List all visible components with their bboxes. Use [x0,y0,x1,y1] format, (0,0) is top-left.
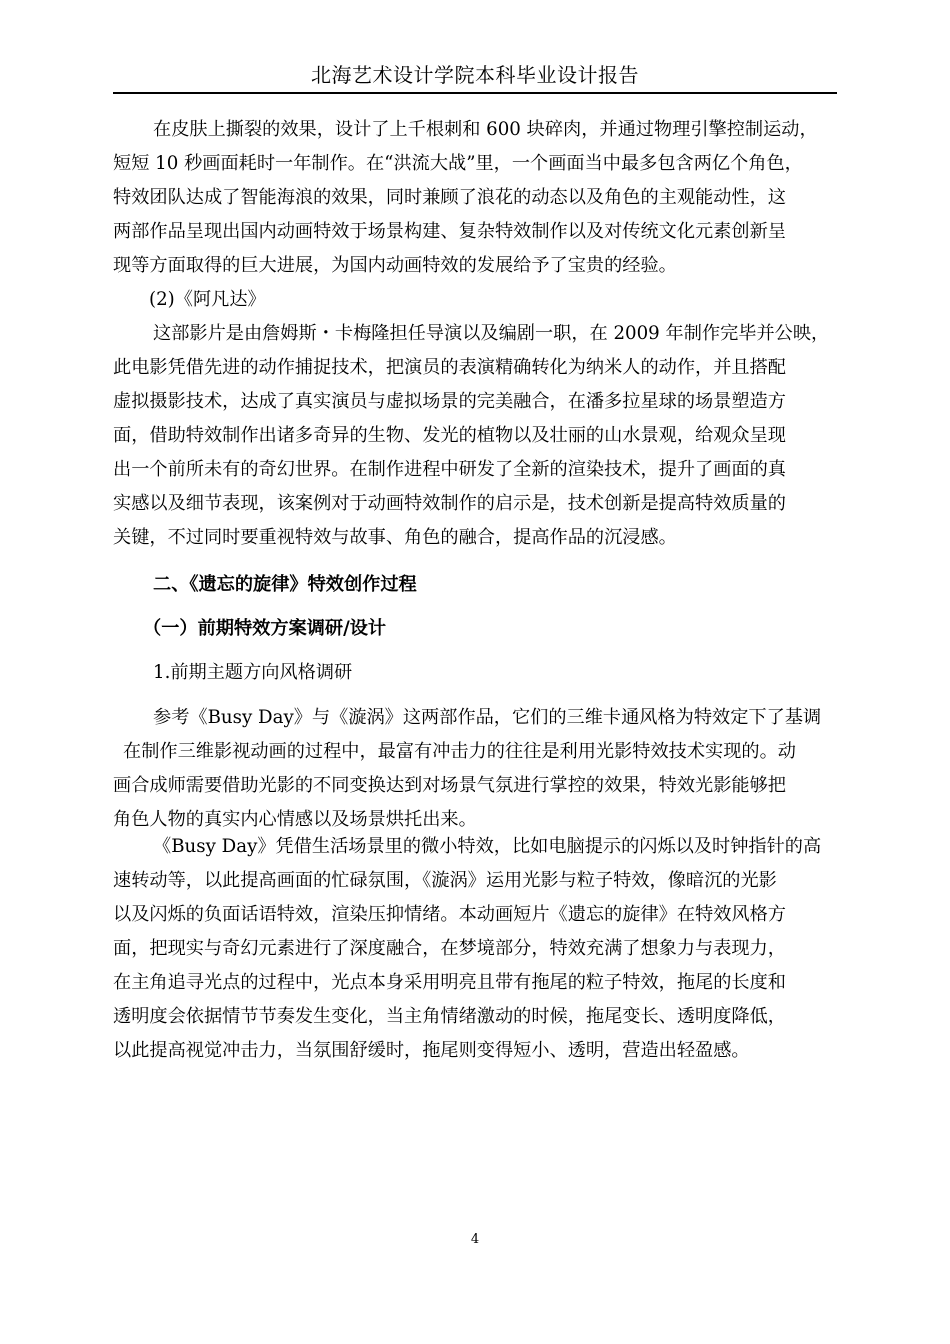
paragraph-line: 角色人物的真实内心情感以及场景烘托出来。 [113,809,477,830]
paragraph-line: 以及闪烁的负面话语特效，渲染压抑情绪。本动画短片《遗忘的旋律》在特效风格方 [113,904,786,925]
paragraph-line: 此电影凭借先进的动作捕捉技术，把演员的表演精确转化为纳米人的动作，并且搭配 [113,357,786,378]
section-heading: 二、《遗忘的旋律》特效创作过程 [153,574,417,595]
paragraph-line: 出一个前所未有的奇幻世界。在制作进程中研发了全新的渲染技术，提升了画面的真 [113,459,786,480]
paragraph-line: 虚拟摄影技术，达成了真实演员与虚拟场景的完美融合，在潘多拉星球的场景塑造方 [113,391,786,412]
list-item-label [113,283,837,317]
paragraph-style-research [113,701,837,837]
paragraph-line: 透明度会依据情节节奏发生变化，当主角情绪激动的时候，拖尾变长、透明度降低， [113,1006,786,1027]
paragraph-avatar [113,317,837,555]
paragraph-line: 面，借助特效制作出诸多奇异的生物、发光的植物以及壮丽的山水景观，给观众呈现 [113,425,786,446]
paragraph-line: 这部影片是由詹姆斯・卡梅隆担任导演以及编剧一职，在 2009 年制作完毕并公映， [153,323,830,344]
page-number: 4 [470,1232,480,1247]
paragraph-line: 现等方面取得的巨大进展，为国内动画特效的发展给予了宝贵的经验。 [113,255,677,276]
paragraph-line: 短短 10 秒画面耗时一年制作。在“洪流大战”里，一个画面当中最多包含两亿个角色， [113,153,803,174]
paragraph-continuation [113,113,837,283]
paragraph-effects-style [113,830,837,1068]
paragraph-line: 画合成师需要借助光影的不同变换达到对场景气氛进行掌控的效果，特效光影能够把 [113,775,786,796]
paragraph-line: 两部作品呈现出国内动画特效于场景构建、复杂特效制作以及对传统文化元素创新呈 [113,221,786,242]
paragraph-line: 在主角追寻光点的过程中，光点本身采用明亮且带有拖尾的粒子特效，拖尾的长度和 [113,972,786,993]
header-divider [113,92,837,94]
paragraph-line: 以此提高视觉冲击力，当氛围舒缓时，拖尾则变得短小、透明，营造出轻盈感。 [113,1040,750,1061]
paragraph-line: 关键，不过同时要重视特效与故事、角色的融合，提高作品的沉浸感。 [113,527,677,548]
paragraph-line: 参考《Busy Day》与《漩涡》这两部作品，它们的三维卡通风格为特效定下了基调 [153,707,822,728]
paragraph-line: 特效团队达成了智能海浪的效果，同时兼顾了浪花的动态以及角色的主观能动性，这 [113,187,786,208]
paragraph-line: 面，把现实与奇幻元素进行了深度融合，在梦境部分，特效充满了想象力与表现力， [113,938,786,959]
paragraph-line: 《Busy Day》凭借生活场景里的微小特效，比如电脑提示的闪烁以及时钟指针的高 [153,836,822,857]
paragraph-line: 在皮肤上撕裂的效果，设计了上千根刺和 600 块碎肉，并通过物理引擎控制运动， [153,119,818,140]
paragraph-line: 速转动等，以此提高画面的忙碌氛围，《漩涡》运用光影与粒子特效，像暗沉的光影 [113,870,777,891]
paragraph-line: 在制作三维影视动画的过程中，最富有冲击力的往往是利用光影特效技术实现的。动 [123,741,796,762]
subsection-heading: （一）前期特效方案调研/设计 [143,618,387,639]
running-header-title: 北海艺术设计学院本科毕业设计报告 [311,63,639,87]
subsection-label: 1.前期主题方向风格调研 [153,662,353,683]
item-label-avatar: (2)《阿凡达》 [149,289,266,310]
paragraph-line: 实感以及细节表现，该案例对于动画特效制作的启示是，技术创新是提高特效质量的 [113,493,786,514]
